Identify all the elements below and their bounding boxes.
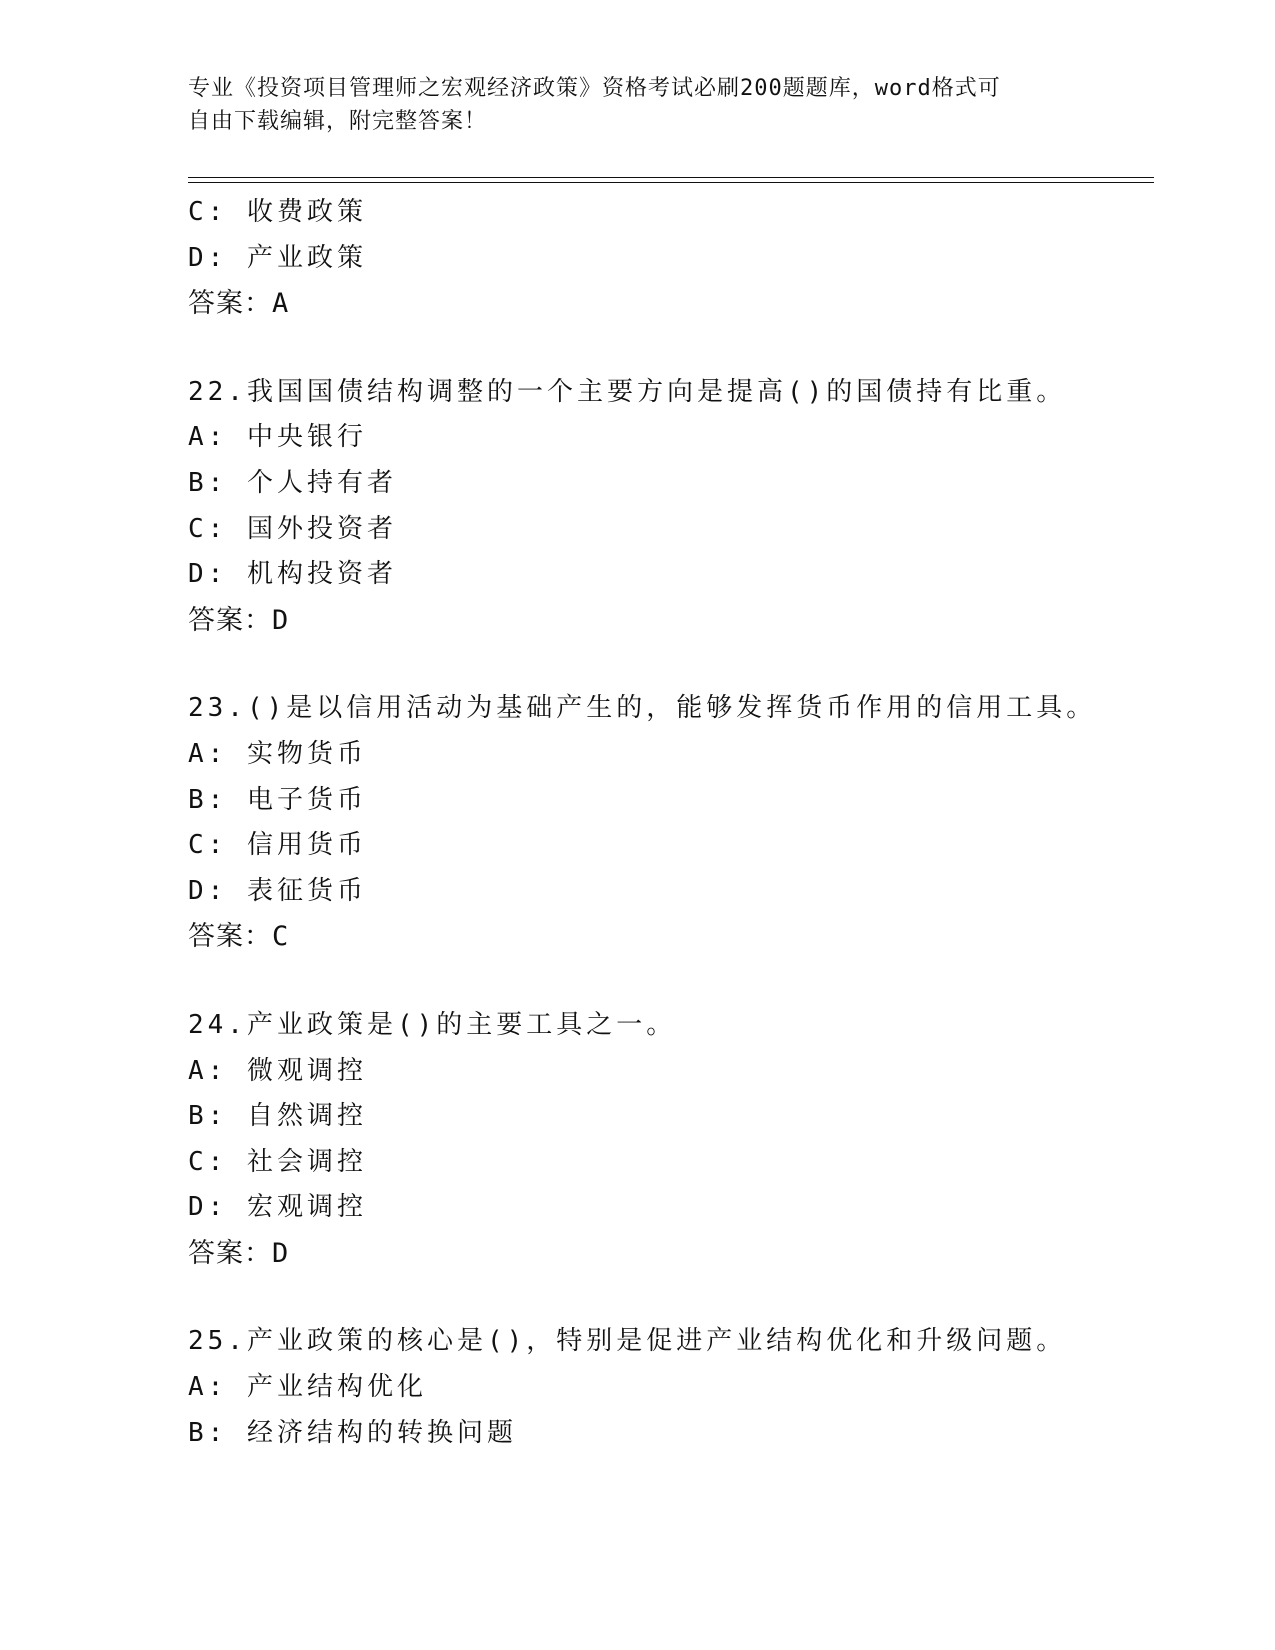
header-line-2: 自由下载编辑，附完整答案！ — [188, 109, 488, 134]
spacer — [188, 643, 1148, 686]
question-list — [188, 190, 1148, 1456]
question-23 — [188, 686, 1148, 960]
question-21-continued — [188, 190, 1148, 327]
header-rule-bottom — [188, 182, 1154, 183]
option-c: C: 社会调控 — [188, 1146, 367, 1177]
option-b: B: 自然调控 — [188, 1101, 367, 1132]
option-a: A: 实物货币 — [188, 738, 367, 769]
option-d: D: 产业政策 — [188, 242, 367, 273]
answer: 答案：C — [188, 921, 290, 953]
option-c: C: 国外投资者 — [188, 513, 397, 544]
option-d: D: 表征货币 — [188, 875, 367, 906]
answer: 答案：A — [188, 288, 290, 320]
spacer — [188, 327, 1148, 370]
answer: 答案：D — [188, 604, 290, 636]
option-b: B: 经济结构的转换问题 — [188, 1417, 517, 1448]
question-24 — [188, 1003, 1148, 1277]
answer: 答案：D — [188, 1237, 290, 1269]
document-header — [188, 72, 1068, 138]
option-b: B: 个人持有者 — [188, 467, 397, 498]
option-a: A: 产业结构优化 — [188, 1372, 427, 1403]
question-22 — [188, 370, 1148, 644]
option-d: D: 宏观调控 — [188, 1192, 367, 1223]
spacer — [188, 1276, 1148, 1319]
question-stem: 22.我国国债结构调整的一个主要方向是提高()的国债持有比重。 — [188, 376, 1067, 407]
spacer — [188, 960, 1148, 1003]
option-b: B: 电子货币 — [188, 784, 367, 815]
question-stem: 25.产业政策的核心是()，特别是促进产业结构优化和升级问题。 — [188, 1326, 1067, 1357]
option-d: D: 机构投资者 — [188, 559, 397, 590]
header-rule-top — [188, 177, 1154, 178]
option-a: A: 微观调控 — [188, 1055, 367, 1086]
header-line-1: 专业《投资项目管理师之宏观经济政策》资格考试必刷200题题库，word格式可 — [188, 76, 1001, 101]
question-25 — [188, 1319, 1148, 1456]
option-c: C: 收费政策 — [188, 197, 367, 227]
option-c: C: 信用货币 — [188, 830, 367, 861]
question-stem: 23.()是以信用活动为基础产生的，能够发挥货币作用的信用工具。 — [188, 693, 1097, 724]
option-a: A: 中央银行 — [188, 422, 367, 453]
question-stem: 24.产业政策是()的主要工具之一。 — [188, 1009, 677, 1040]
